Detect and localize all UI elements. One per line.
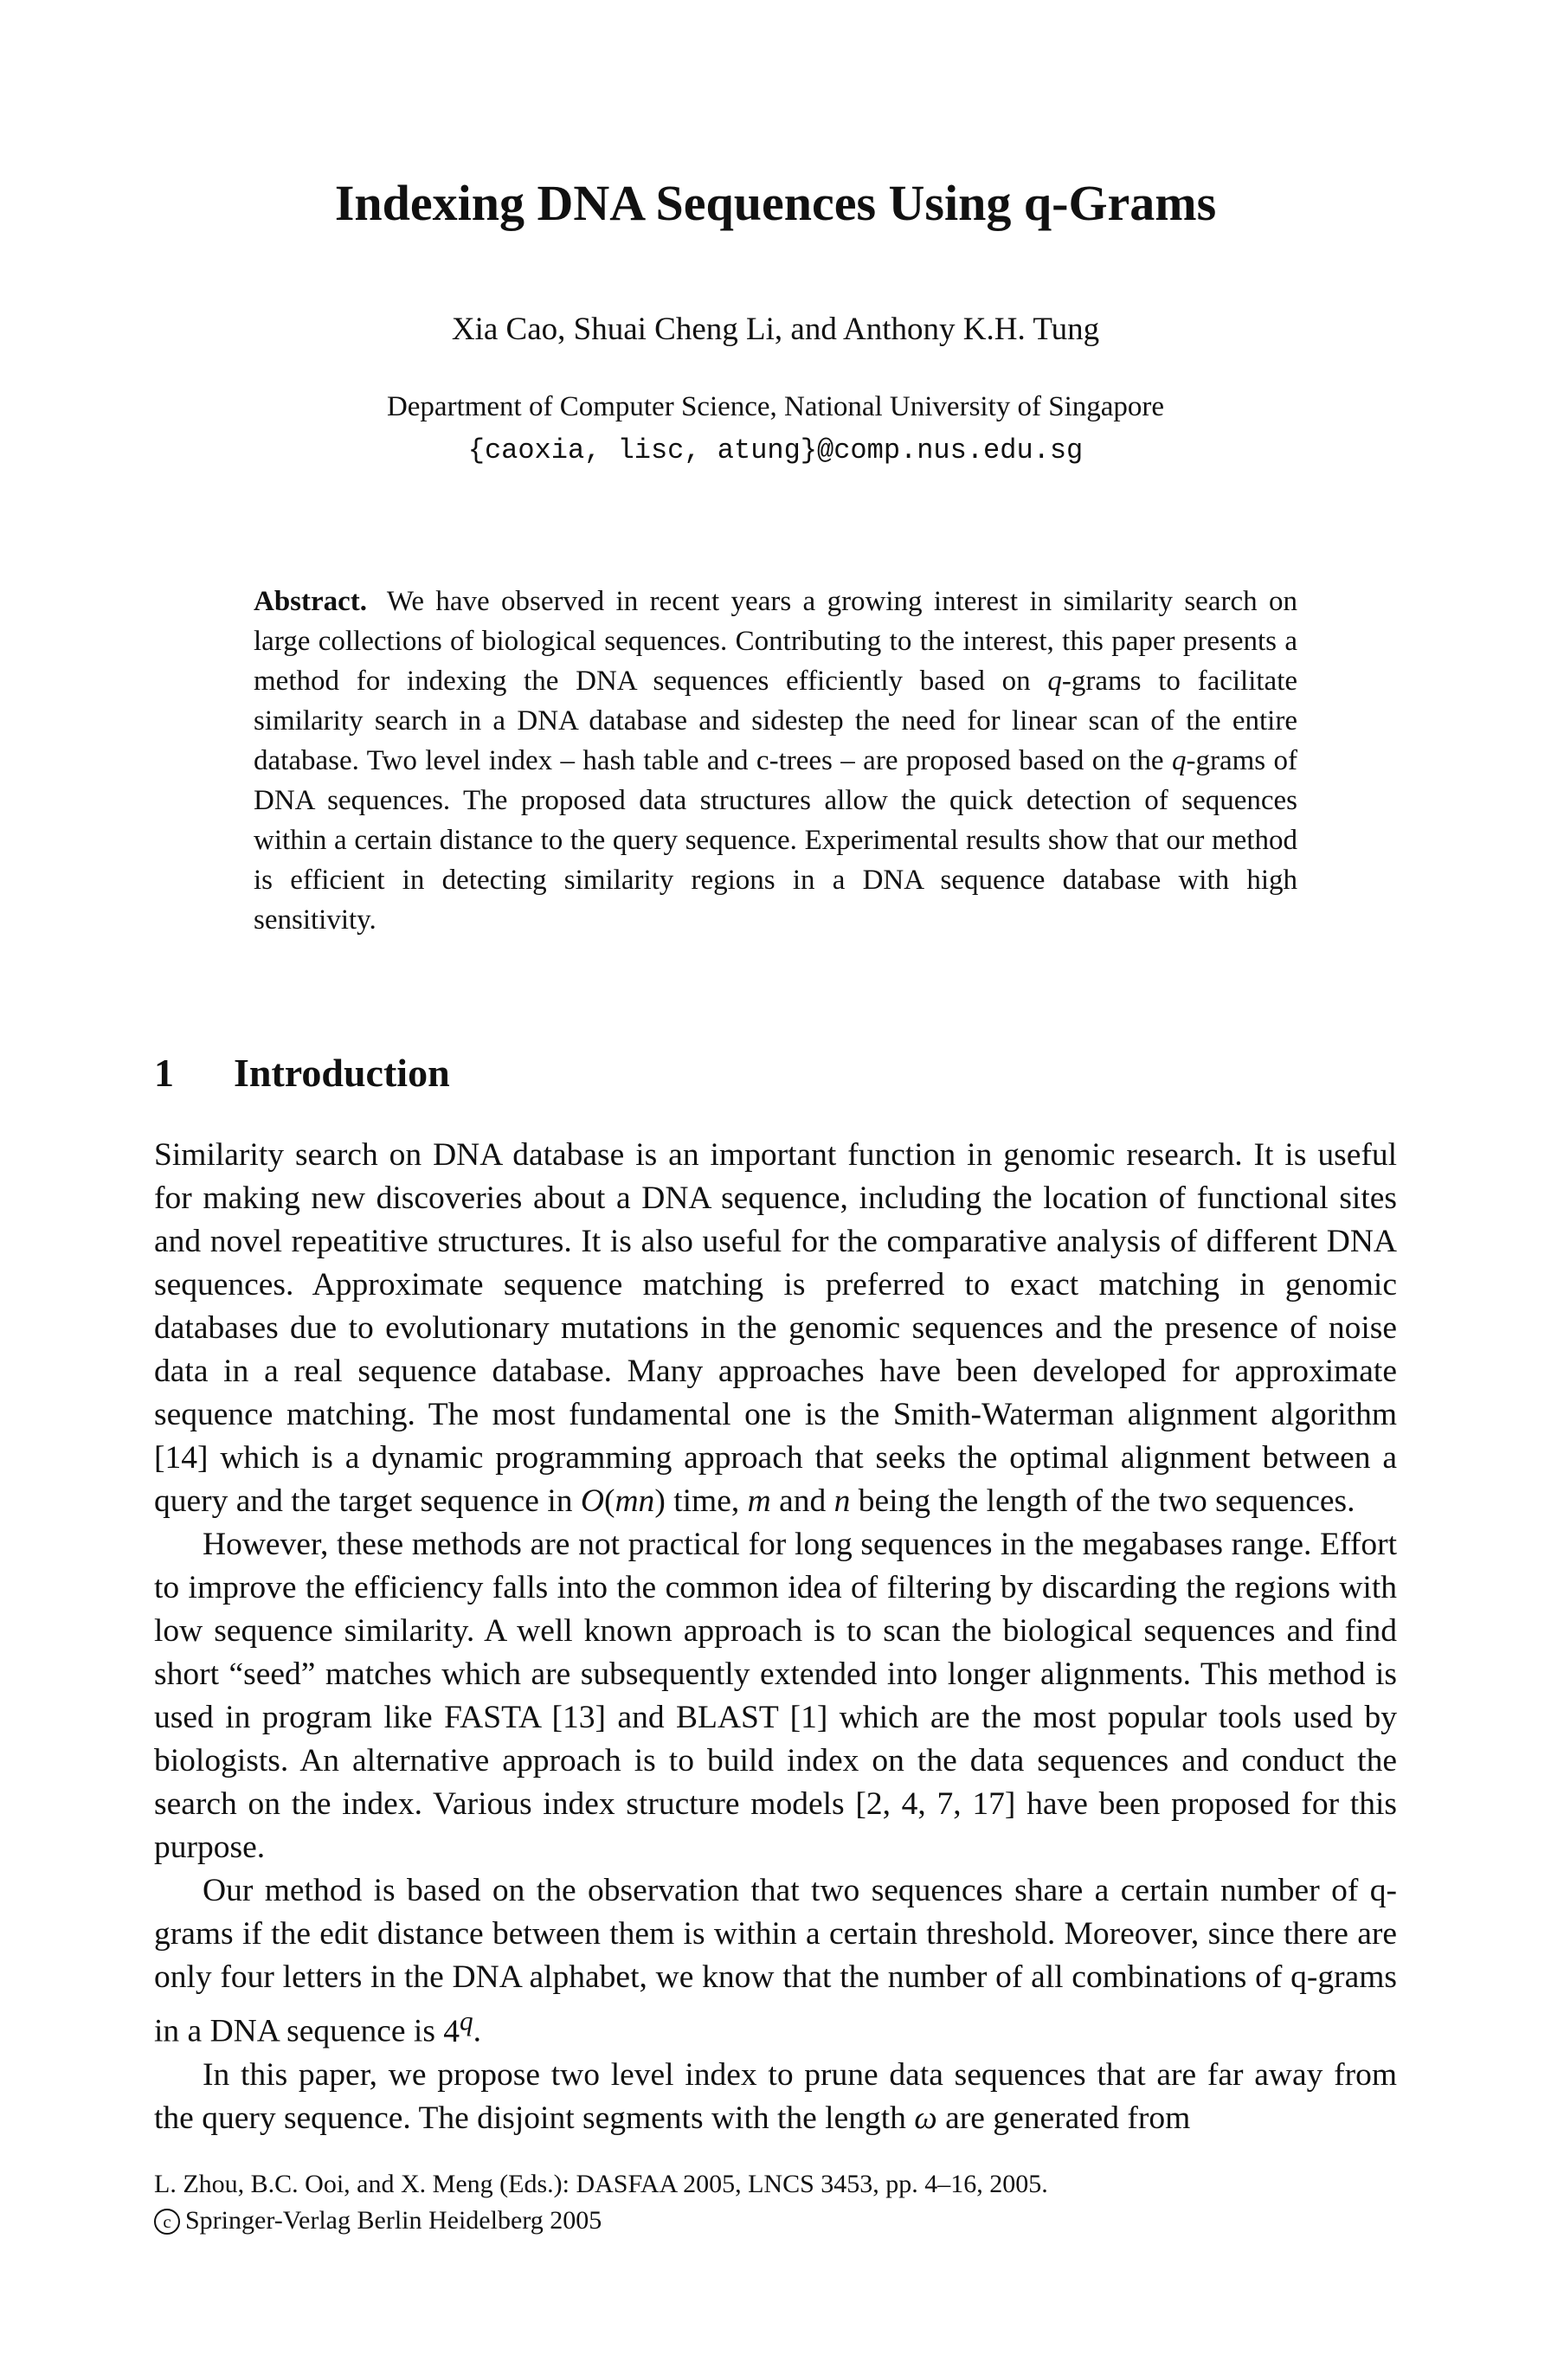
combination-count — [443, 2005, 473, 2049]
base-four: 4 — [443, 2013, 460, 2049]
section-number: 1 — [154, 1051, 174, 1095]
author-emails — [0, 429, 1551, 470]
paper-title: Indexing DNA Sequences Using q-Grams — [334, 175, 1217, 231]
section-heading-introduction — [154, 1049, 1397, 1097]
page-footer — [154, 2166, 1397, 2239]
abstract-q-symbol-2: q — [1171, 745, 1187, 776]
intro-paragraph-1 — [154, 1134, 1397, 1523]
citation-line: L. Zhou, B.C. Ooi, and X. Meng (Eds.): DASFAA 2005, LNCS 3453, pp. 4–16, 2005. — [154, 2170, 1048, 2198]
email-address: {caoxia, lisc, atung}@comp.nus.edu.sg — [467, 434, 1084, 466]
complexity-O: O — [580, 1483, 604, 1519]
author-list: Xia Cao, Shuai Cheng Li, and Anthony K.H. Tung — [451, 312, 1100, 347]
copyright-text: Springer-Verlag Berlin Heidelberg 2005 — [185, 2206, 602, 2235]
abstract-text-2: -grams to facilitate similarity search in a DNA database and sidestep the need for linear scan of the entire database. Two level index – hash table and c-trees – are proposed based on the — [254, 666, 1298, 776]
intro-p3-text: Our method is based on the observation that two sequences share a certain number of q-grams if the edit distance between them is within a certain threshold. Moreover, since there are only four letters in the DNA alphabet, we know that the number of all combinations of q-grams in a DNA sequence is — [154, 1873, 1397, 2049]
var-n: n — [833, 1483, 851, 1519]
introduction-body — [154, 1134, 1397, 2140]
complexity-mn: mn — [615, 1483, 655, 1519]
intro-p3-end: . — [473, 2013, 482, 2049]
exponent-q: q — [460, 2005, 473, 2036]
abstract-text-3: -grams of DNA sequences. The proposed data structures allow the quick detection of sequences within a certain distance to the query sequence. Experimental results show that our method is efficient in detecting similarity regions in a DNA sequence database with high sensitivity. — [254, 745, 1298, 936]
abstract-paragraph — [254, 582, 1297, 940]
copyright-icon: c — [154, 2209, 180, 2235]
section-title: Introduction — [234, 1051, 450, 1095]
copyright-line — [154, 2203, 1397, 2239]
complexity-open-paren: ( — [603, 1483, 615, 1519]
abstract-text-1: We have observed in recent years a growing interest in similarity search on large collections of biological sequences. Contributing to the interest, this paper presents a method for indexing the DNA sequences efficiently based on — [254, 586, 1297, 697]
intro-paragraph-2: However, these methods are not practical for long sequences in the megabases range. Effort to improve the efficiency falls into the common idea of filtering by discarding the regions with low sequence similarity. A well known approach is to scan the biological sequences and find short “seed” matches which are subsequently extended into longer alignments. This method is used in program like FASTA [13] and BLAST [1] which are the most popular tools used by biologists. An alternative approach is to build index on the data sequences and conduct the search on the index. Various index structure models [2, 4, 7, 17] have been proposed for this purpose. — [154, 1527, 1397, 1865]
intro-paragraph-3 — [154, 1869, 1397, 2054]
omega-symbol: ω — [914, 2100, 937, 2136]
var-m: m — [747, 1483, 771, 1519]
complexity-close-paren: ) — [654, 1483, 666, 1519]
intro-p1-text-c: and — [779, 1483, 827, 1519]
intro-p4-text-b: are generated from — [945, 2100, 1191, 2136]
intro-p1-text-b: time, — [673, 1483, 740, 1519]
affiliation: Department of Computer Science, National University of Singapore — [386, 391, 1165, 422]
intro-p1-text-d: being the length of the two sequences. — [858, 1483, 1355, 1519]
abstract-label: Abstract. — [254, 586, 368, 617]
abstract-q-symbol-1: q — [1047, 666, 1062, 697]
intro-p4-text-a: In this paper, we propose two level index to prune data sequences that are far away from the query sequence. The disjoint segments with the length — [154, 2056, 1397, 2136]
intro-p1-text-a: Similarity search on DNA database is an important function in genomic research. It is useful for making new discoveries about a DNA sequence, including the location of functional sites and novel repeatitive structures. It is also useful for the comparative analysis of different DNA sequences. Approximate sequence matching is preferred to exact matching in genomic databases due to evolutionary mutations in the genomic sequences and the presence of noise data in a real sequence database. Many approaches have been developed for approximate sequence matching. The most fundamental one is the Smith-Waterman alignment algorithm [14] which is a dynamic programming approach that seeks the optimal alignment between a query and the target sequence in — [154, 1137, 1397, 1519]
intro-paragraph-4 — [154, 2054, 1397, 2140]
